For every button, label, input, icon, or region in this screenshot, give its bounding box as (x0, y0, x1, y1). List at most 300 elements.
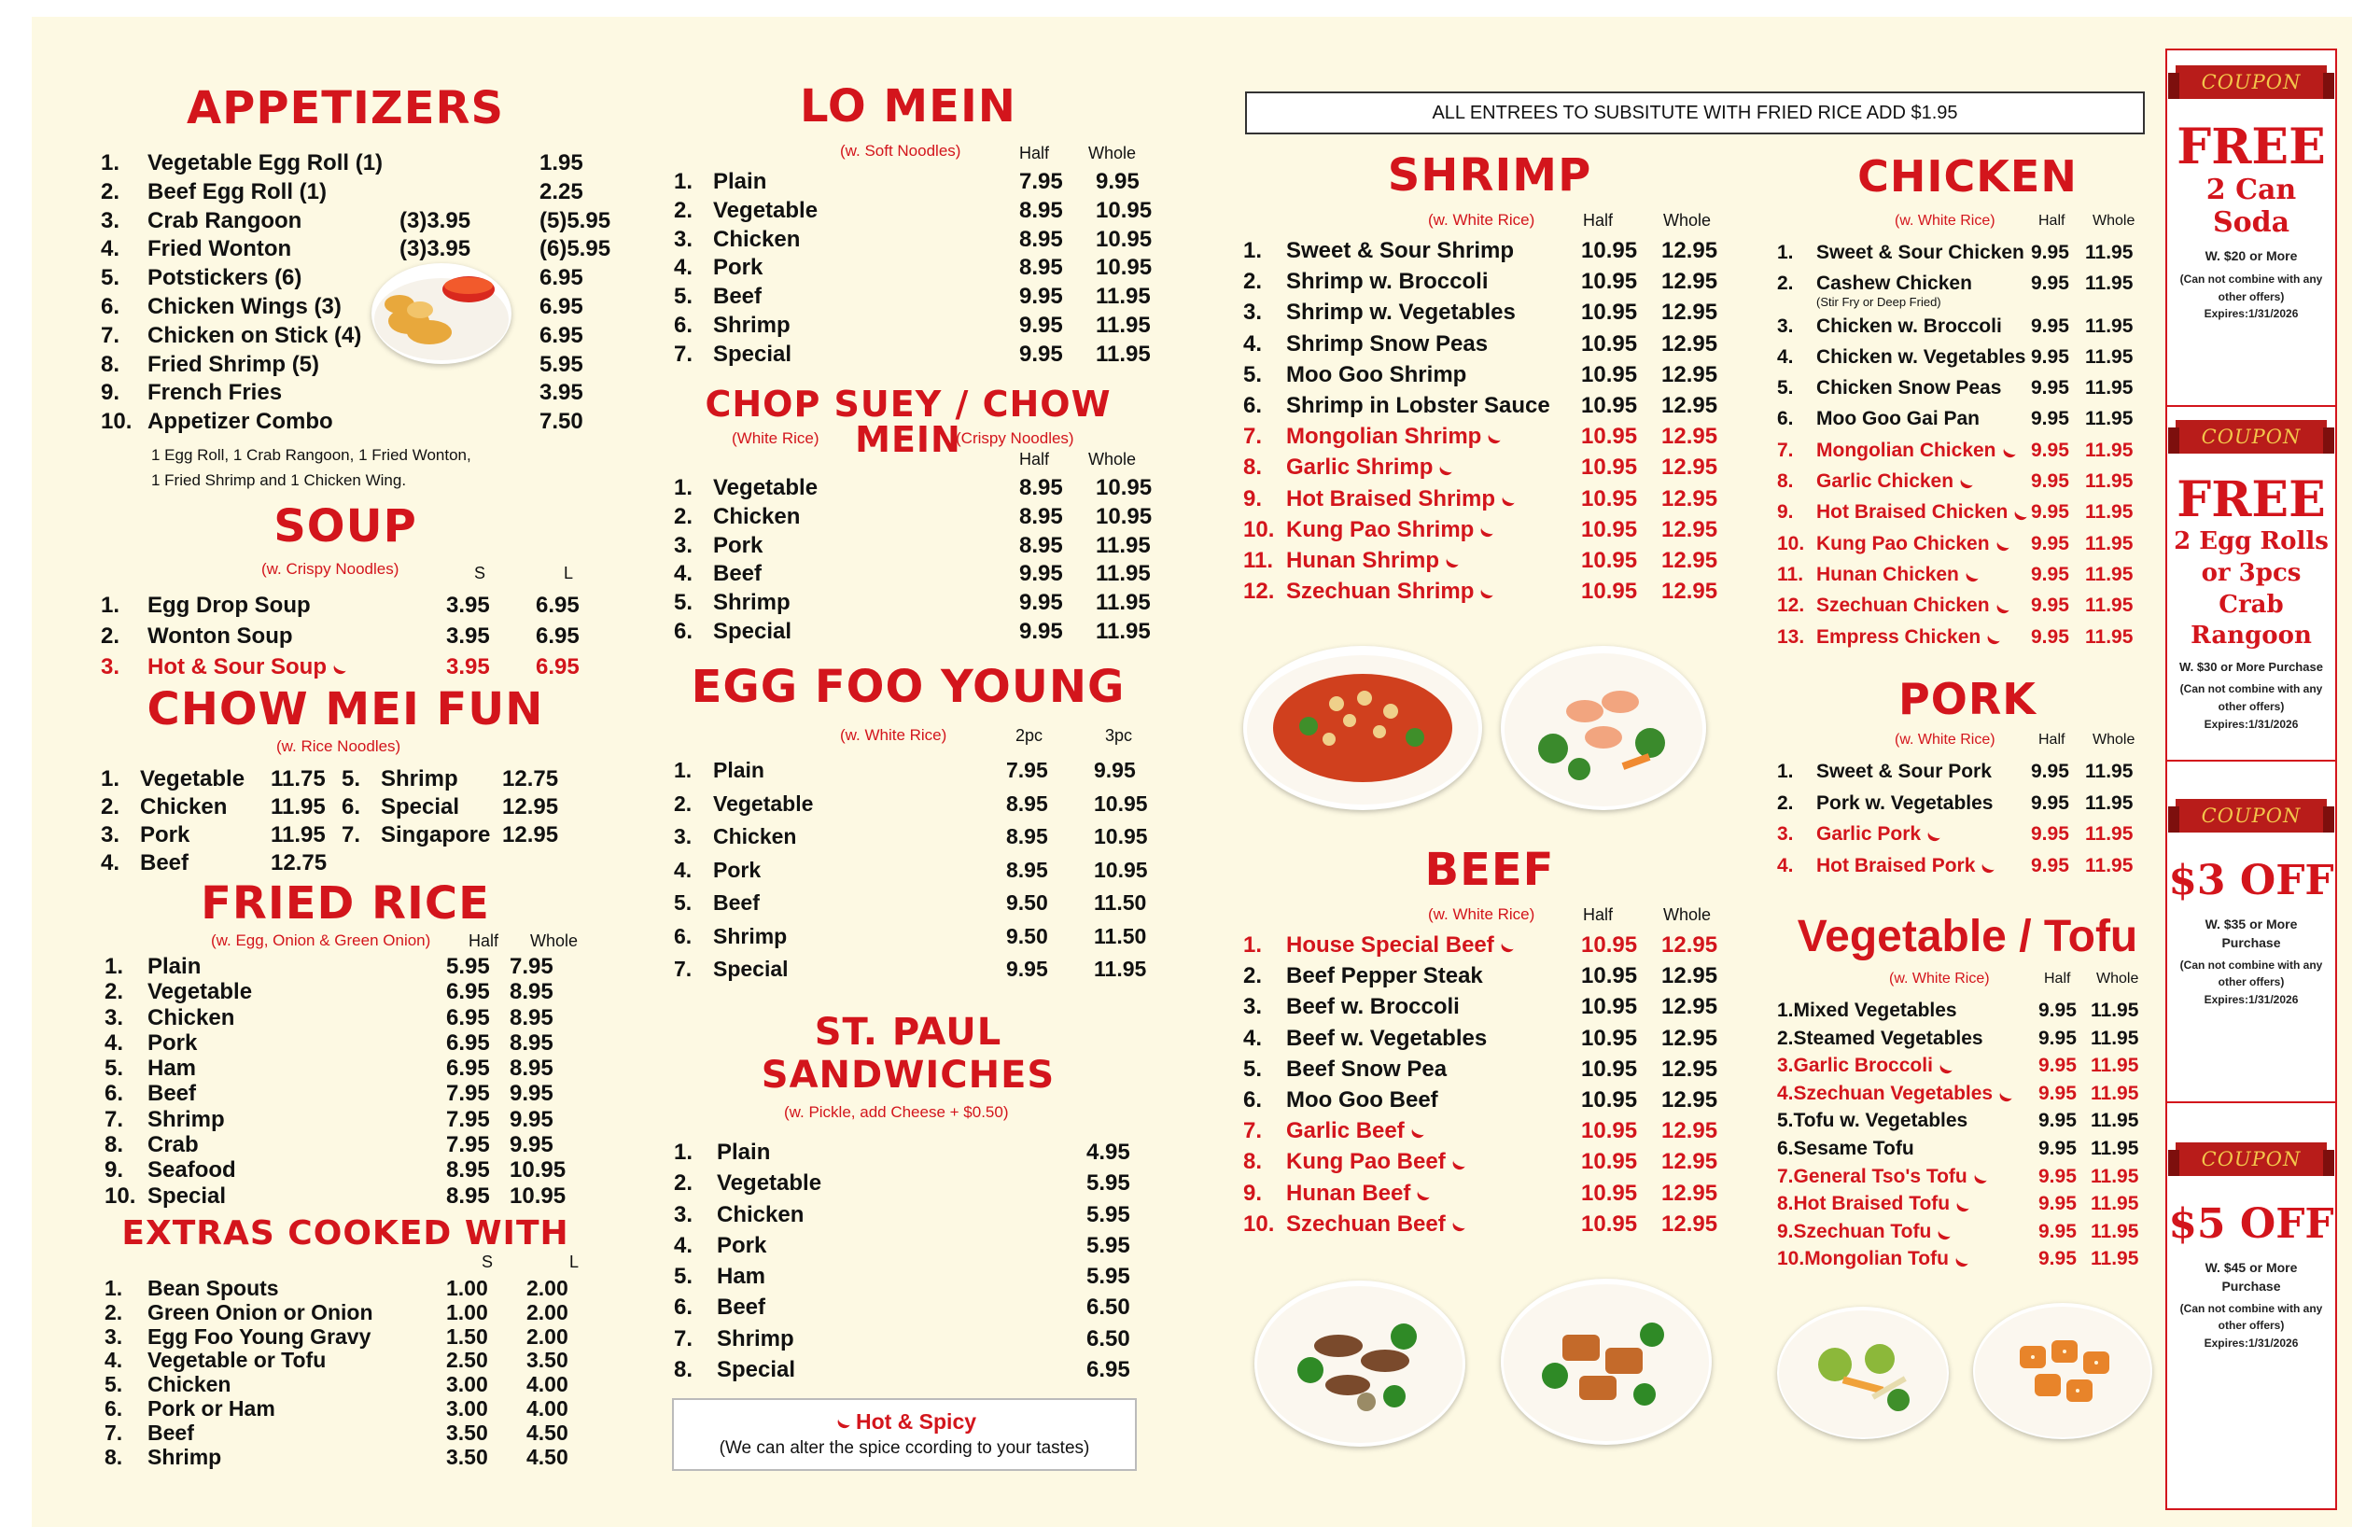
menu-item (1777, 756, 2169, 788)
item-name: 2.Steamed Vegetables (1777, 1027, 1983, 1049)
menu-item (674, 197, 1159, 226)
item-name: Kung Pao Beef (1286, 1149, 1446, 1175)
item-number: 8. (1243, 1149, 1263, 1175)
coupon-1[interactable] (2167, 50, 2335, 407)
item-price-a: 7.95 (1006, 758, 1048, 782)
item-price-b: 11.95 (2091, 1082, 2139, 1104)
item-number: 4. (105, 1029, 124, 1056)
item-price-a: 8.95 (1019, 503, 1063, 529)
item-number: 6. (342, 794, 361, 819)
item-price-a: 3.95 (446, 654, 490, 679)
pork-note: (w. White Rice) (1895, 732, 1995, 748)
lo-mein-note: (w. Soft Noodles) (840, 142, 961, 160)
item-number: 2. (101, 178, 120, 204)
item-number: 7. (1777, 439, 1794, 461)
coupon-3-cond2: Purchase (2221, 935, 2281, 951)
item-name: Potstickers (6) (147, 265, 302, 291)
item-number: 2. (101, 623, 120, 649)
item-name: Vegetable (713, 475, 819, 500)
menu-item (1243, 545, 1766, 576)
menu-item (101, 351, 605, 380)
item-price-a: 1.50 (446, 1323, 488, 1349)
item-number: 4. (674, 1232, 693, 1258)
pork-list (1777, 756, 2169, 881)
item-number: 10. (1777, 532, 1805, 554)
item-number: 7. (342, 822, 361, 847)
item-name: Moo Goo Gai Pan (1816, 408, 1981, 430)
menu-item (342, 765, 584, 793)
item-number: 8. (105, 1444, 123, 1469)
menu-item (1243, 1178, 1766, 1209)
item-name: Chicken (140, 794, 228, 819)
item-name: Seafood (147, 1157, 236, 1183)
item-name: Chicken (713, 226, 801, 252)
item-number: 7. (1243, 1118, 1263, 1144)
soup-header-s: S (474, 564, 486, 582)
coupon-1-line2: 2 Can Soda (2205, 174, 2297, 239)
item-name: Shrimp (713, 312, 791, 338)
item-price-b: 12.95 (1661, 269, 1718, 295)
item-price-a: 3.00 (446, 1395, 488, 1421)
sandwiches-title-1: ST. PAUL (814, 1011, 1002, 1054)
item-price-b: 9.95 (1096, 169, 1140, 194)
item-price-b: 10.95 (1096, 255, 1153, 281)
menu-item (101, 235, 611, 264)
item-price-a: 3.50 (446, 1444, 488, 1469)
coupon-2-line2: 2 Egg Rolls (2174, 527, 2329, 555)
item-name: Sweet & Sour Shrimp (1286, 238, 1515, 263)
item-price-b: 11.95 (2085, 532, 2134, 554)
item-name: Vegetable or Tofu (147, 1348, 327, 1373)
item-price-a: 9.95 (2031, 761, 2069, 782)
item-name: Moo Goo Shrimp (1286, 361, 1467, 387)
chop-suey-title: CHOP SUEY / CHOW MEIN (705, 384, 1112, 460)
item-price-b: 11.95 (2085, 377, 2134, 399)
item-price-b: 9.95 (510, 1132, 553, 1158)
item-number: 5. (674, 890, 693, 915)
item-price-p: 6.50 (1086, 1295, 1130, 1321)
menu-item (1243, 576, 1766, 607)
menu-item (674, 503, 1159, 532)
pepper-icon (1478, 586, 1494, 601)
item-price-b: 12.95 (1661, 579, 1718, 605)
beef-header (1238, 905, 1760, 926)
item-price-a: 10.95 (1581, 994, 1638, 1020)
egg-foo-young-list (674, 754, 1159, 987)
item-price-b: 11.95 (2085, 273, 2134, 295)
item-number: 4. (1243, 1025, 1263, 1051)
item-price-b: 11.95 (2085, 595, 2134, 617)
beef-photo-2 (1501, 1279, 1712, 1445)
fried-rice-header-whole: Whole (530, 931, 579, 950)
item-price-b: 10.95 (1096, 503, 1153, 529)
menu-item (105, 1157, 627, 1183)
item-name: Ham (717, 1264, 766, 1290)
item-price-a: 7.95 (446, 1081, 490, 1107)
item-number: 8. (101, 351, 120, 377)
menu-item (1243, 329, 1766, 359)
item-number: 9. (1243, 1180, 1263, 1206)
pork-header-whole: Whole (2093, 732, 2135, 748)
item-price-a: 9.95 (2038, 1027, 2077, 1049)
item-name: 10.Mongolian Tofu (1777, 1248, 1949, 1270)
item-name: Beef (713, 890, 760, 915)
item-price-b: 12.95 (1661, 1180, 1718, 1206)
item-number: 3. (105, 1323, 123, 1349)
item-name: Szechuan Chicken (1816, 595, 1990, 617)
item-price-b: 11.95 (2085, 791, 2134, 814)
item-price-b: 11.95 (2085, 625, 2134, 648)
item-price-a: 9.95 (2031, 595, 2069, 617)
item-name: Vegetable (713, 197, 819, 223)
item-name: Wonton Soup (147, 623, 293, 649)
item-name: Plain (713, 758, 764, 782)
pepper-icon (1450, 1156, 1466, 1171)
item-name: Vegetable (147, 979, 253, 1005)
item-price-b: 12.95 (1661, 932, 1718, 958)
item-name: Beef (140, 850, 189, 875)
item-price-b: 10.95 (1096, 475, 1153, 500)
menu-item (1243, 514, 1766, 545)
chicken-header-half: Half (2038, 213, 2065, 229)
pepper-icon (1415, 1187, 1431, 1202)
item-number: 1. (101, 766, 120, 791)
item-price-a: 8.95 (1019, 255, 1063, 281)
coupon-4-fine2: other offers) (2218, 1319, 2285, 1333)
item-number: 10. (105, 1183, 136, 1209)
item-price-a: 10.95 (1581, 1211, 1638, 1237)
item-price-a: 10.95 (1581, 1025, 1638, 1051)
item-number: 4. (101, 850, 120, 875)
item-price-b: 10.95 (1094, 791, 1148, 816)
extras-title: EXTRAS COOKED WITH (121, 1214, 569, 1253)
coupon-3-fine2: other offers) (2218, 975, 2285, 989)
beef-photo-1 (1254, 1281, 1465, 1447)
item-name: Empress Chicken (1816, 625, 1981, 648)
item-number: 2. (674, 1170, 693, 1197)
item-price-b: 12.95 (1661, 963, 1718, 989)
item-price-b: 11.95 (2085, 761, 2134, 782)
item-number: 6. (674, 923, 693, 948)
item-price-b: 7.50 (539, 409, 583, 435)
pork-title: PORK (1898, 674, 2037, 724)
item-price-a: 8.95 (1006, 857, 1048, 882)
pork-header (1773, 732, 2165, 752)
cashew-note: (Stir Fry or Deep Fried) (1816, 294, 1941, 309)
coupon-1-fine2: other offers) (2218, 289, 2285, 303)
item-price-a: 9.95 (2038, 1165, 2077, 1187)
item-name: Kung Pao Shrimp (1286, 516, 1475, 542)
item-name: Cashew Chicken (1816, 273, 1972, 295)
menu-item (101, 149, 605, 178)
item-price: 12.95 (502, 822, 559, 847)
item-number: 6. (101, 293, 120, 319)
item-name: Special (713, 957, 789, 981)
item-price-b: 9.95 (510, 1081, 553, 1107)
item-price-a: 9.95 (2031, 273, 2069, 295)
menu-item (105, 1349, 627, 1373)
menu-item (1777, 997, 2169, 1025)
item-price-a: 10.95 (1581, 1056, 1638, 1082)
menu-item (1777, 1107, 2169, 1135)
menu-item (1243, 359, 1766, 390)
item-price-b: 2.00 (526, 1299, 568, 1324)
item-name: Pork or Ham (147, 1395, 275, 1421)
item-price-p: 5.95 (1086, 1201, 1130, 1227)
menu-item (105, 1277, 627, 1301)
menu-item (1243, 1146, 1766, 1177)
item-price-a: 9.95 (2031, 532, 2069, 554)
item-price-a: 9.95 (2031, 791, 2069, 814)
pepper-icon (1972, 1171, 1988, 1186)
item-number: 7. (105, 1420, 123, 1445)
coupon-4-line1: $5 OFF (2168, 1200, 2334, 1248)
item-number: 3. (105, 1004, 124, 1030)
item-price-b: 12.95 (1661, 1149, 1718, 1175)
item-price-a: 9.95 (1019, 561, 1063, 587)
item-price-b: 12.95 (1661, 361, 1718, 387)
item-name: Hunan Shrimp (1286, 547, 1440, 573)
item-price-b: 11.95 (2085, 345, 2134, 368)
egg-foo-young-title: EGG FOO YOUNG (691, 661, 1126, 713)
item-number: 6. (105, 1081, 124, 1107)
item-name: Shrimp Snow Peas (1286, 330, 1489, 357)
item-number: 7. (674, 341, 693, 367)
item-price-b: 4.00 (526, 1395, 568, 1421)
item-price-b: 10.95 (1096, 226, 1153, 252)
menu-item (101, 379, 605, 408)
item-number: 6. (1243, 1086, 1263, 1113)
pepper-icon (835, 1416, 851, 1431)
coupon-2[interactable] (2167, 405, 2335, 762)
item-name: Szechuan Beef (1286, 1211, 1446, 1237)
item-number: 3. (674, 532, 693, 558)
item-price: 12.75 (502, 766, 559, 791)
item-price-a: 9.95 (1019, 590, 1063, 616)
menu-item (674, 532, 1159, 561)
item-price-a: 9.95 (2031, 501, 2069, 524)
item-price-a: 9.95 (1019, 312, 1063, 338)
menu-item (1243, 1085, 1766, 1115)
item-price-b: 5.95 (539, 351, 583, 377)
item-number: 3. (1243, 994, 1263, 1020)
item-price-b: 7.95 (510, 954, 553, 979)
pepper-icon (1444, 555, 1460, 570)
item-price-p: 5.95 (1086, 1170, 1130, 1197)
menu-item (105, 1373, 627, 1397)
item-number: 1. (1243, 238, 1263, 263)
fried-rice-header (93, 931, 616, 952)
item-price-a: 9.95 (2031, 563, 2069, 585)
item-price-a: 6.95 (446, 979, 490, 1005)
item-number: 5. (1777, 377, 1794, 399)
menu-item (105, 1301, 627, 1325)
menu-item (1777, 342, 2169, 372)
item-number: 3. (674, 1201, 693, 1227)
item-number: 4. (101, 236, 120, 262)
item-name: Chicken w. Broccoli (1816, 315, 2002, 337)
item-name: Plain (713, 169, 767, 194)
item-name: Special (147, 1183, 227, 1209)
item-price-a: 7.95 (446, 1132, 490, 1158)
item-name: Beef Pepper Steak (1286, 963, 1483, 989)
item-number: 5. (674, 284, 693, 310)
item-price-p: 6.95 (1086, 1357, 1130, 1383)
pepper-icon (331, 662, 347, 677)
item-price-b: 4.50 (526, 1444, 568, 1469)
item-price-a: 9.95 (2038, 1000, 2077, 1021)
item-price-b: 6.95 (539, 265, 583, 291)
menu-item (1777, 1163, 2169, 1191)
item-price-a: 6.95 (446, 1004, 490, 1030)
menu-item (674, 854, 1159, 888)
item-number: 4. (1777, 345, 1794, 368)
item-number: 8. (674, 1357, 693, 1383)
item-number: 1. (105, 954, 124, 979)
pepper-icon (1500, 493, 1516, 508)
item-name: Hot Braised Chicken (1816, 501, 2009, 524)
item-price-b: (6)5.95 (539, 236, 611, 262)
item-price-b: 12.95 (1661, 300, 1718, 326)
item-price-a: 9.95 (2031, 408, 2069, 430)
item-price-b: 2.00 (526, 1276, 568, 1300)
item-price-b: 11.95 (2085, 563, 2134, 585)
item-price-a: 9.95 (2031, 345, 2069, 368)
coupon-3-fine1: (Can not combine with any (2179, 958, 2323, 972)
coupon-1-exp: Expires:1/31/2026 (2204, 307, 2299, 321)
item-name: Chicken (147, 1372, 231, 1397)
vegetable-photo-2 (1973, 1303, 2152, 1439)
item-number: 1. (101, 593, 120, 618)
beef-header-half: Half (1583, 905, 1614, 924)
item-price-b: 11.95 (2091, 1193, 2139, 1215)
menu-item (342, 793, 584, 821)
item-name: Chicken (713, 824, 797, 848)
coupon-4[interactable] (2167, 1101, 2335, 1508)
item-name: 9.Szechuan Tofu (1777, 1220, 1932, 1242)
chop-suey-header (670, 450, 1155, 470)
item-price-a: 8.95 (1019, 475, 1063, 500)
menu-item (674, 920, 1159, 954)
item-price-p: 6.50 (1086, 1325, 1130, 1351)
vegetable-note: (w. White Rice) (1889, 971, 1990, 987)
menu-item (674, 1168, 1159, 1198)
item-name: Fried Wonton (147, 236, 292, 262)
menu-item (674, 1261, 1159, 1292)
coupon-2-line4: Rangoon (2191, 622, 2312, 651)
item-price-a: 8.95 (446, 1183, 490, 1209)
item-price-a: 9.95 (2031, 315, 2069, 337)
item-name: House Special Beef (1286, 932, 1494, 958)
menu-item (1243, 930, 1766, 960)
item-name: Beef (713, 284, 763, 310)
item-number: 4. (674, 255, 693, 281)
item-number: 1. (674, 758, 693, 782)
item-price-b: 12.95 (1661, 1056, 1718, 1082)
menu-item (674, 618, 1159, 647)
item-price-b: 11.95 (2091, 1137, 2139, 1159)
item-number: 1. (674, 1140, 693, 1165)
coupon-strip (2165, 49, 2337, 1510)
sandwiches-list (674, 1137, 1159, 1385)
menu-item (1243, 421, 1766, 452)
menu-item (105, 1183, 627, 1209)
item-price-b: 12.95 (1661, 994, 1718, 1020)
item-price-a: 1.00 (446, 1276, 488, 1300)
item-name: Chicken w. Vegetables (1816, 345, 2026, 368)
item-price-p: 5.95 (1086, 1232, 1130, 1258)
pepper-icon (1925, 829, 1941, 844)
item-price-a: 10.95 (1581, 516, 1638, 542)
item-price-b: 11.95 (1096, 312, 1151, 338)
pepper-icon (1980, 860, 1995, 875)
menu-item (101, 765, 343, 793)
menu-item (105, 1132, 627, 1157)
menu-item (674, 226, 1159, 255)
soup-header (93, 564, 597, 584)
pepper-icon (1938, 1061, 1953, 1076)
item-price: 12.95 (502, 794, 559, 819)
item-price-a: 10.95 (1581, 455, 1638, 481)
item-name: Moo Goo Beef (1286, 1086, 1438, 1113)
item-number: 1. (105, 1276, 123, 1300)
coupon-3[interactable] (2167, 760, 2335, 1103)
item-price-b: 11.95 (2085, 470, 2134, 493)
menu-item (101, 293, 605, 322)
item-number: 9. (1777, 501, 1794, 524)
chicken-header-whole: Whole (2093, 213, 2135, 229)
item-price-a: 10.95 (1581, 547, 1638, 573)
item-name: 7.General Tso's Tofu (1777, 1165, 1967, 1187)
item-price-a: 9.95 (2038, 1193, 2077, 1215)
menu-item (105, 979, 627, 1004)
item-price-a: 10.95 (1581, 269, 1638, 295)
item-number: 5. (105, 1372, 123, 1397)
item-name: Egg Foo Young Gravy (147, 1323, 371, 1349)
item-price-b: 11.50 (1094, 890, 1147, 915)
menu-item (674, 283, 1159, 312)
menu-item (105, 1421, 627, 1446)
menu-item (1243, 452, 1766, 483)
item-number: 3. (1777, 823, 1794, 845)
item-number: 8. (1243, 455, 1263, 481)
item-number: 6. (674, 1295, 693, 1321)
item-name: Shrimp w. Vegetables (1286, 300, 1516, 326)
item-name: Beef Snow Pea (1286, 1056, 1448, 1082)
item-price-b: 8.95 (510, 1004, 553, 1030)
item-name: 4.Szechuan Vegetables (1777, 1082, 1994, 1104)
chicken-note: (w. White Rice) (1895, 213, 1995, 229)
item-number: 7. (101, 322, 120, 348)
item-number: 8. (1777, 470, 1794, 493)
item-number: 5. (674, 1264, 693, 1290)
extras-header (93, 1253, 616, 1273)
item-name: Chicken (147, 1004, 235, 1030)
item-number: 5. (105, 1056, 124, 1082)
item-price-a: 9.95 (2031, 439, 2069, 461)
item-price-b: 3.50 (526, 1348, 568, 1373)
item-price: 11.95 (271, 822, 326, 847)
item-price-b: 8.95 (510, 1029, 553, 1056)
item-price-a: 10.95 (1581, 1180, 1638, 1206)
fried-rice-header-half: Half (469, 931, 499, 950)
item-price-a: 10.95 (1581, 1149, 1638, 1175)
item-price-a: 8.95 (1006, 824, 1048, 848)
item-price-b: 11.95 (1096, 561, 1151, 587)
item-name: Special (713, 618, 792, 644)
menu-item (105, 1030, 627, 1056)
chop-suey-note-crispy: (Crispy Noodles) (956, 429, 1074, 447)
